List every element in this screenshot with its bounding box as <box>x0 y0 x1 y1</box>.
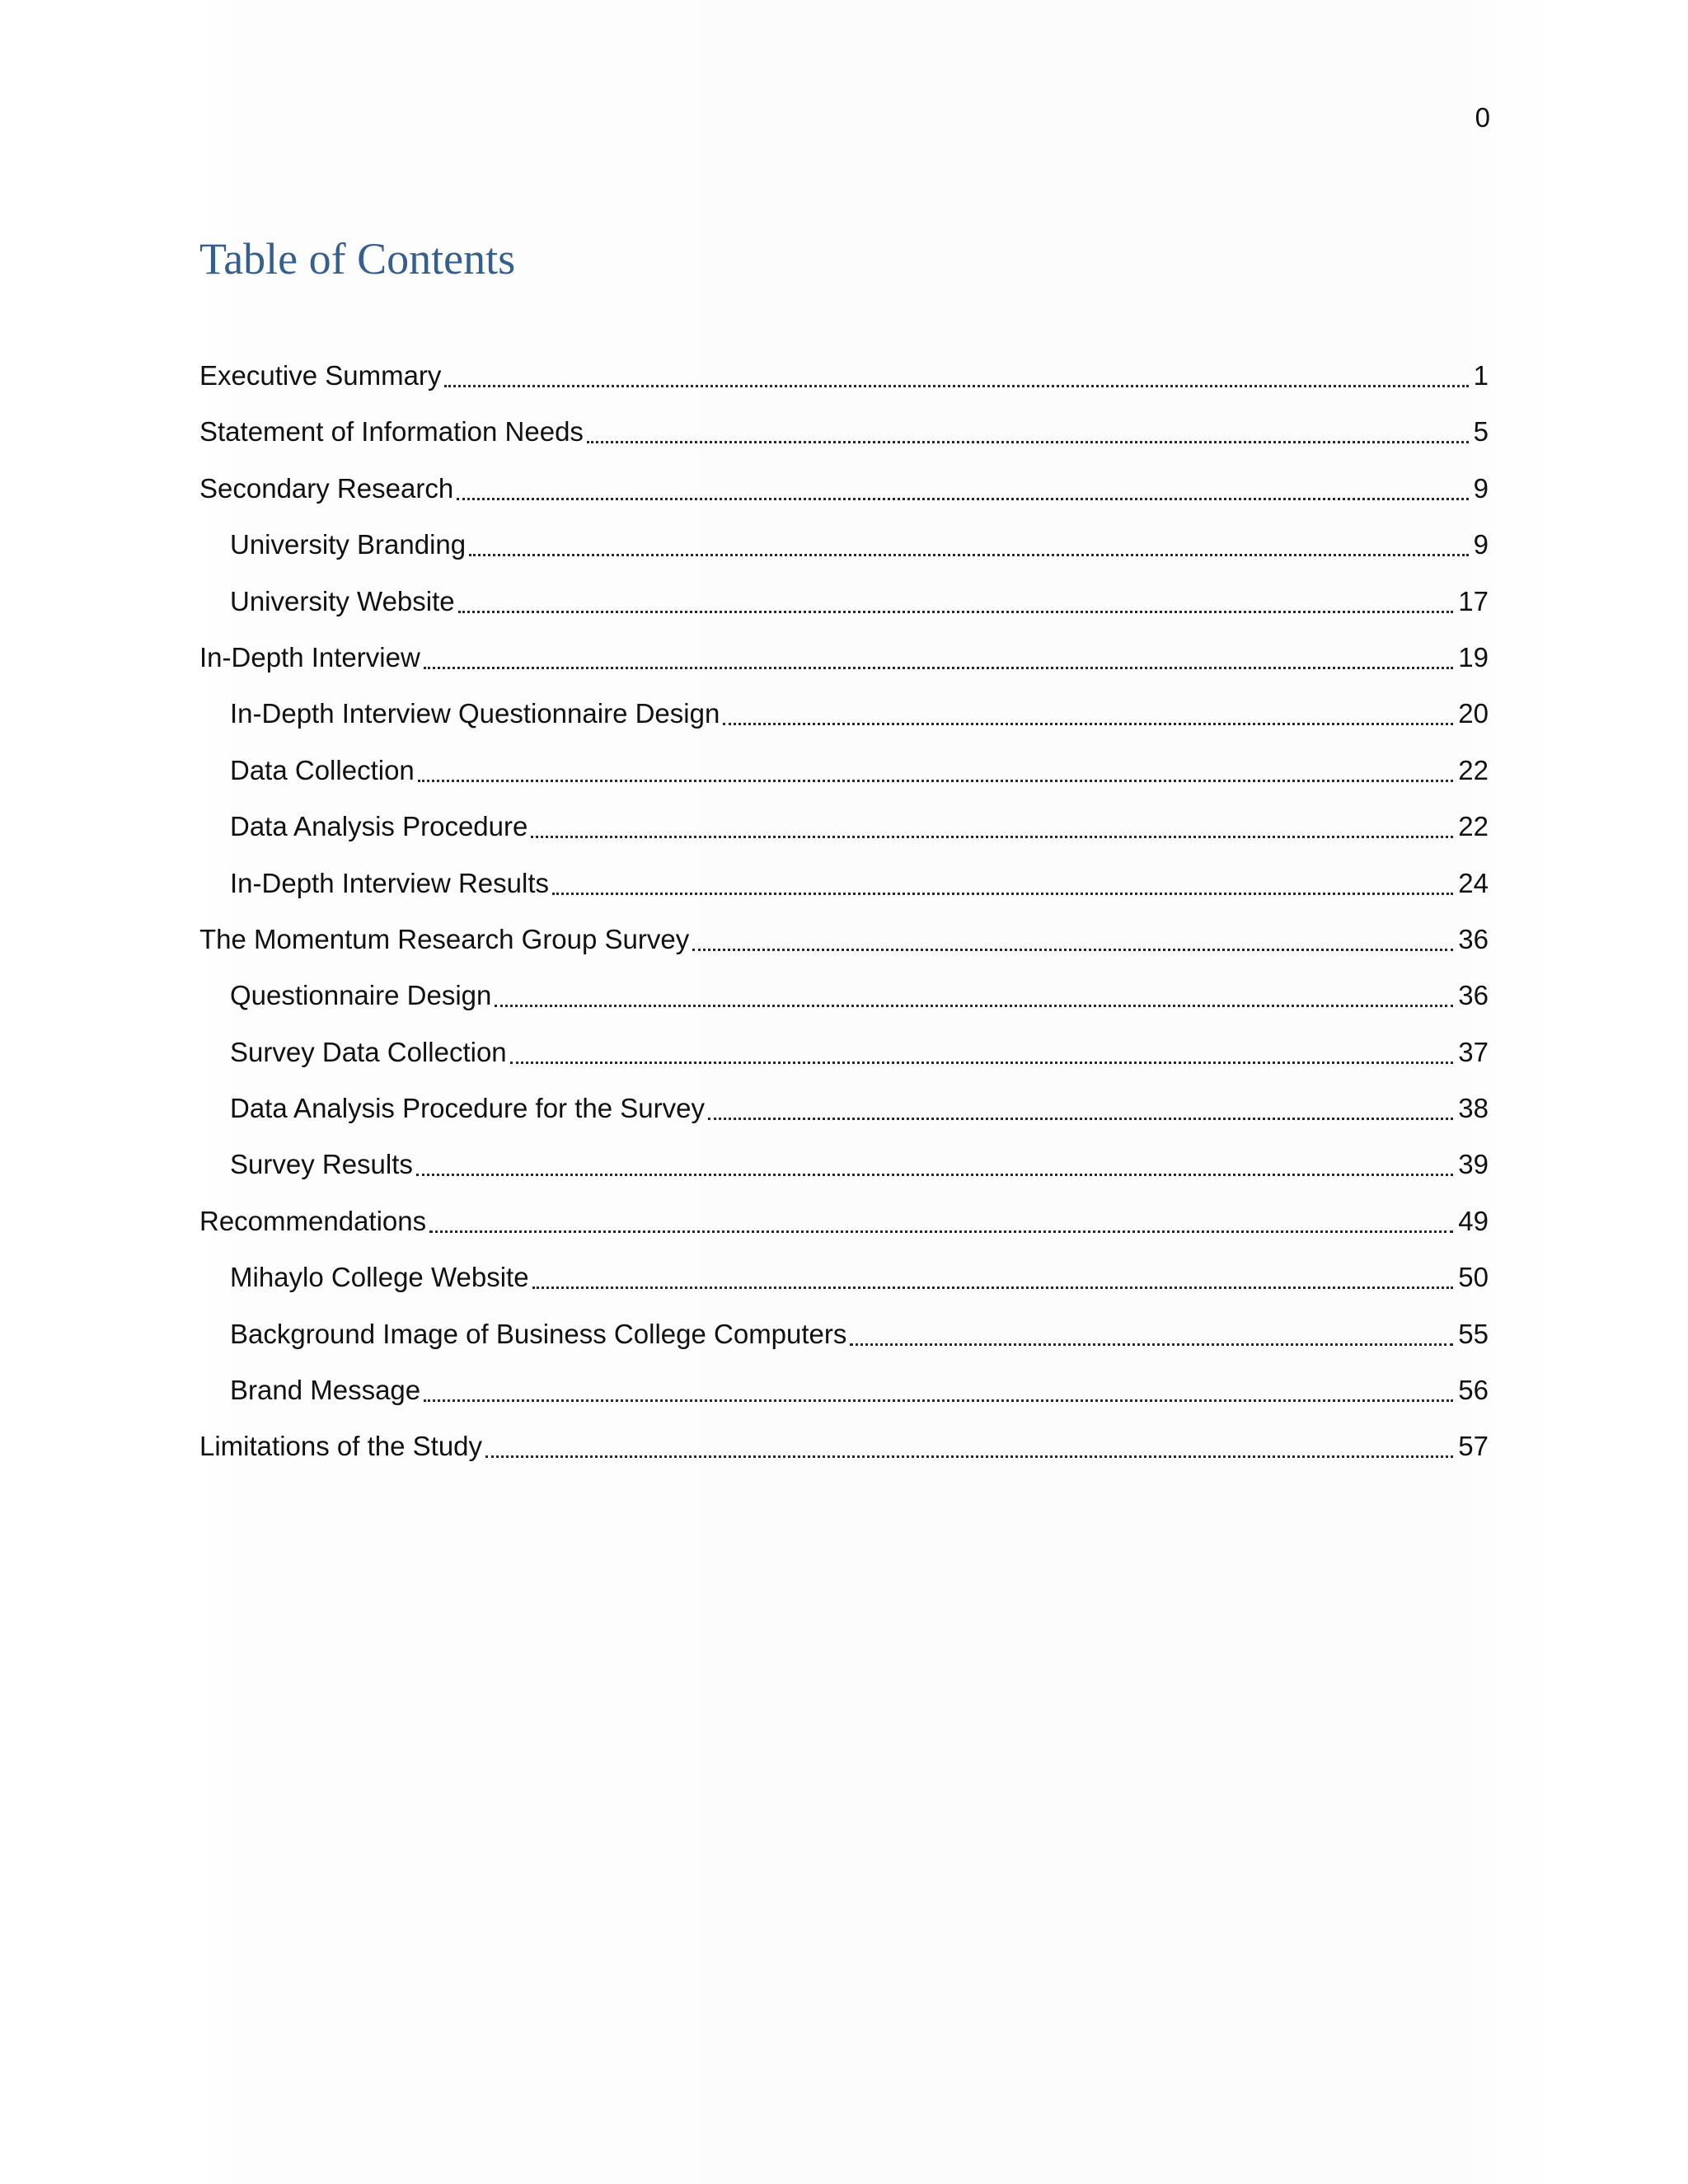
toc-entry-page-number[interactable]: 17 <box>1458 585 1489 616</box>
toc-entry-label[interactable]: Statement of Information Needs <box>199 416 584 448</box>
dot-leader <box>708 1089 1453 1128</box>
dot-leader <box>552 864 1453 903</box>
toc-entry-page-number[interactable]: 55 <box>1458 1318 1489 1349</box>
toc-entry[interactable] <box>199 864 1489 920</box>
toc-entry[interactable] <box>199 1145 1489 1201</box>
page-number: 0 <box>1475 102 1490 133</box>
toc-entry-label[interactable]: In-Depth Interview Results <box>230 867 549 898</box>
dot-leader <box>424 1371 1453 1410</box>
dot-leader <box>458 582 1454 621</box>
toc-entry-label[interactable]: Executive Summary <box>199 360 442 391</box>
toc-entry[interactable] <box>199 638 1489 694</box>
dot-leader <box>723 694 1453 733</box>
toc-entry-page-number[interactable]: 39 <box>1458 1149 1489 1180</box>
toc-entry-label[interactable]: Limitations of the Study <box>199 1431 483 1462</box>
dot-leader <box>485 1427 1453 1466</box>
toc-entry[interactable] <box>199 356 1489 412</box>
toc-entry-label[interactable]: Mihaylo College Website <box>230 1262 529 1293</box>
toc-entry-page-number[interactable]: 24 <box>1458 867 1489 898</box>
toc-entry-label[interactable]: Recommendations <box>199 1205 427 1236</box>
toc-list <box>199 356 1489 1483</box>
dot-leader <box>416 1145 1453 1184</box>
toc-entry[interactable] <box>199 807 1489 863</box>
toc-entry-page-number[interactable]: 57 <box>1458 1431 1489 1462</box>
toc-entry[interactable] <box>199 1089 1489 1145</box>
toc-entry-label[interactable]: University Branding <box>230 529 467 560</box>
toc-entry-page-number[interactable]: 22 <box>1458 811 1489 842</box>
toc-entry-page-number[interactable]: 37 <box>1458 1036 1489 1067</box>
toc-entry[interactable] <box>199 1202 1489 1258</box>
toc-entry-label[interactable]: Background Image of Business College Computers <box>230 1318 847 1349</box>
toc-entry[interactable] <box>199 525 1489 581</box>
toc-entry[interactable] <box>199 1258 1489 1314</box>
toc-entry[interactable] <box>199 751 1489 807</box>
toc-entry-page-number[interactable]: 36 <box>1458 980 1489 1011</box>
toc-entry-label[interactable]: Survey Data Collection <box>230 1036 507 1067</box>
dot-leader <box>429 1202 1453 1241</box>
toc-entry[interactable] <box>199 1033 1489 1089</box>
dot-leader <box>418 751 1454 790</box>
toc-entry-label[interactable]: In-Depth Interview Questionnaire Design <box>230 698 720 729</box>
toc-entry-label[interactable]: Survey Results <box>230 1149 413 1180</box>
dot-leader <box>850 1315 1453 1354</box>
dot-leader <box>444 356 1468 396</box>
toc-entry-page-number[interactable]: 22 <box>1458 754 1489 785</box>
toc-entry[interactable] <box>199 1427 1489 1483</box>
dot-leader <box>510 1033 1454 1072</box>
toc-entry-label[interactable]: Secondary Research <box>199 472 454 504</box>
toc-entry-label[interactable]: University Website <box>230 585 455 616</box>
dot-leader <box>457 469 1468 509</box>
dot-leader <box>495 976 1453 1015</box>
dot-leader <box>424 638 1453 677</box>
dot-leader <box>532 1258 1454 1297</box>
toc-entry-label[interactable]: Questionnaire Design <box>230 980 492 1011</box>
toc-entry-page-number[interactable]: 50 <box>1458 1262 1489 1293</box>
toc-entry-label[interactable]: Brand Message <box>230 1375 421 1406</box>
toc-entry-page-number[interactable]: 9 <box>1473 472 1489 504</box>
toc-entry-page-number[interactable]: 38 <box>1458 1093 1489 1124</box>
toc-entry[interactable] <box>199 976 1489 1032</box>
toc-entry-label[interactable]: Data Analysis Procedure <box>230 811 528 842</box>
toc-entry[interactable] <box>199 469 1489 525</box>
toc-entry[interactable] <box>199 412 1489 468</box>
toc-entry-label[interactable]: In-Depth Interview <box>199 641 420 673</box>
toc-entry-page-number[interactable]: 56 <box>1458 1375 1489 1406</box>
dot-leader <box>469 525 1469 565</box>
toc-entry-page-number[interactable]: 9 <box>1473 529 1489 560</box>
toc-entry-page-number[interactable]: 36 <box>1458 923 1489 954</box>
toc-entry-page-number[interactable]: 5 <box>1473 416 1489 448</box>
toc-entry[interactable] <box>199 920 1489 976</box>
toc-entry[interactable] <box>199 1371 1489 1427</box>
toc-entry[interactable] <box>199 582 1489 638</box>
toc-entry-label[interactable]: Data Collection <box>230 754 415 785</box>
toc-entry-page-number[interactable]: 20 <box>1458 698 1489 729</box>
dot-leader <box>692 920 1453 959</box>
toc-entry-label[interactable]: The Momentum Research Group Survey <box>199 923 690 954</box>
toc-entry-label[interactable]: Data Analysis Procedure for the Survey <box>230 1093 705 1124</box>
toc-entry-page-number[interactable]: 49 <box>1458 1205 1489 1236</box>
toc-entry[interactable] <box>199 1315 1489 1371</box>
toc-entry-page-number[interactable]: 1 <box>1473 360 1489 391</box>
toc-title: Table of Contents <box>199 234 516 284</box>
dot-leader <box>587 412 1469 452</box>
toc-entry[interactable] <box>199 694 1489 750</box>
toc-entry-page-number[interactable]: 19 <box>1458 641 1489 673</box>
dot-leader <box>531 807 1453 846</box>
